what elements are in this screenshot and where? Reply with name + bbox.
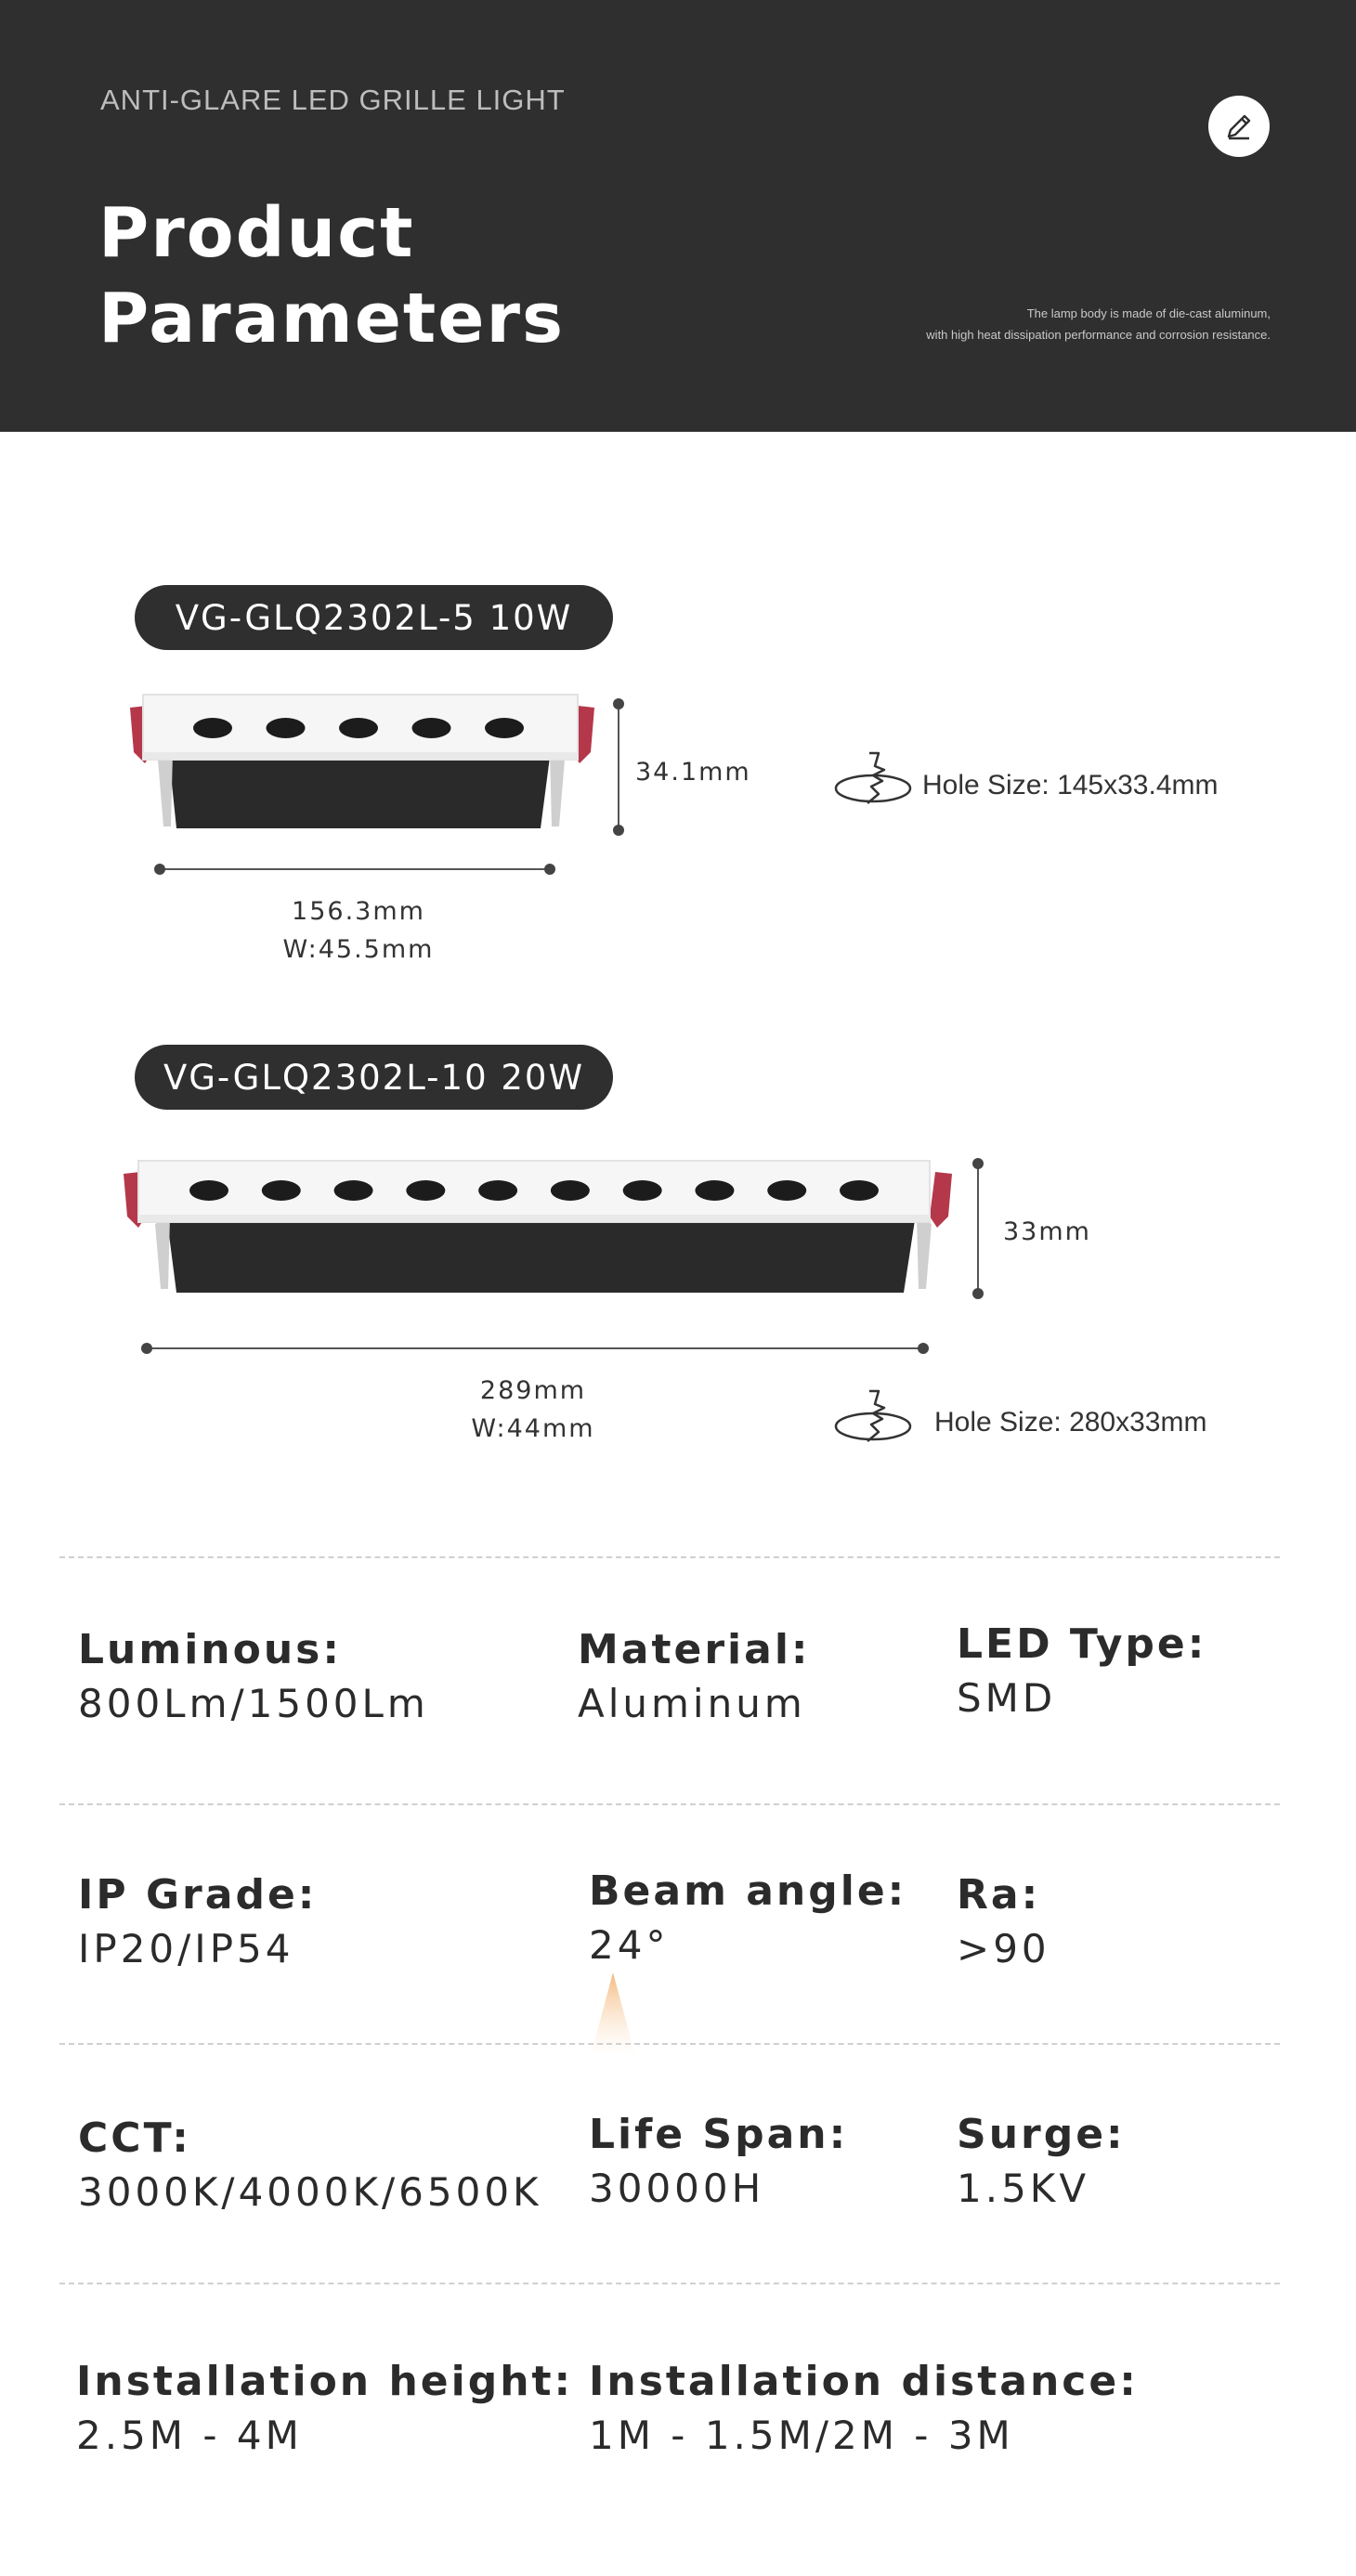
dimensions-2 <box>440 1372 626 1448</box>
title-line-1: Product <box>98 193 415 273</box>
title-line-2: Parameters <box>98 279 566 358</box>
grille-hole <box>623 1180 662 1201</box>
spec-value: IP20/IP54 <box>78 1926 294 1971</box>
spec-surge <box>957 2110 1126 2218</box>
spec-value: 1.5KV <box>957 2166 1090 2211</box>
edit-button[interactable] <box>1208 96 1270 157</box>
spec-label: Installation height: <box>76 2358 574 2405</box>
grille-hole <box>485 718 524 738</box>
divider <box>59 2043 1280 2045</box>
spec-label: Installation distance: <box>589 2358 1139 2405</box>
spec-value: SMD <box>957 1675 1057 1721</box>
spec-ra <box>957 1870 1050 1978</box>
spec-value: >90 <box>957 1926 1050 1971</box>
model-badge-2: VG-GLQ2302L-10 20W <box>135 1045 613 1110</box>
length-dimension-line-1 <box>152 860 557 878</box>
height-dimension-line-1 <box>609 698 628 836</box>
eyebrow-text: ANTI-GLARE LED GRILLE LIGHT <box>100 84 566 116</box>
spec-label: Material: <box>578 1626 811 1673</box>
hole-size-1: Hole Size: 145x33.4mm <box>922 770 1219 800</box>
spec-beam-angle <box>589 1867 906 1974</box>
spec-label: IP Grade: <box>78 1871 318 1919</box>
grille-hole <box>193 718 232 738</box>
spec-label: Ra: <box>957 1871 1041 1919</box>
grille-hole <box>767 1180 806 1201</box>
height-dimension-line-2 <box>969 1158 987 1299</box>
grille-hole <box>840 1180 879 1201</box>
hole-size-2: Hole Size: 280x33mm <box>934 1407 1207 1438</box>
spec-value: 1M - 1.5M/2M - 3M <box>589 2413 1014 2458</box>
spec-cct <box>78 2114 542 2221</box>
width-value-2: W:44mm <box>471 1414 595 1443</box>
spec-luminous <box>78 1625 429 1733</box>
grille-hole <box>339 718 378 738</box>
header-banner <box>0 0 1356 432</box>
grille-hole <box>478 1180 517 1201</box>
length-dimension-line-2 <box>139 1339 931 1358</box>
spec-value: 3000K/4000K/6500K <box>78 2169 542 2215</box>
spec-led-type <box>957 1620 1206 1727</box>
grille-light-product-10-head <box>116 1153 952 1302</box>
spec-life-span <box>589 2110 848 2218</box>
height-value-2: 33mm <box>1003 1217 1091 1246</box>
spec-installation-height <box>76 2357 573 2465</box>
spec-label: Life Span: <box>589 2111 849 2158</box>
spec-installation-distance <box>589 2357 1139 2465</box>
spec-label: Surge: <box>957 2111 1126 2158</box>
model-badge-1: VG-GLQ2302L-5 10W <box>135 585 613 650</box>
spec-value: 2.5M - 4M <box>76 2413 303 2458</box>
hole-cutout-icon <box>832 1386 916 1451</box>
spec-value: Aluminum <box>578 1681 806 1726</box>
spec-value: 800Lm/1500Lm <box>78 1681 429 1726</box>
description-line-2: with high heat dissipation performance and corrosion resistance. <box>926 328 1271 342</box>
grille-hole <box>267 718 306 738</box>
grille-hole <box>695 1180 734 1201</box>
page-title <box>98 190 565 361</box>
width-value-1: W:45.5mm <box>282 935 435 964</box>
spec-label: Beam angle: <box>589 1867 907 1915</box>
length-value-1: 156.3mm <box>292 897 425 926</box>
divider <box>59 1556 1280 1558</box>
spec-value: 24° <box>589 1922 670 1968</box>
spec-label: Luminous: <box>78 1626 342 1673</box>
spec-label: CCT: <box>78 2114 191 2162</box>
grille-hole <box>406 1180 445 1201</box>
pencil-icon <box>1223 111 1255 142</box>
description-line-1: The lamp body is made of die-cast aluminum, <box>1026 306 1271 320</box>
beam-glow-icon <box>583 1972 643 2065</box>
spec-material <box>578 1625 811 1733</box>
divider <box>59 2283 1280 2284</box>
dimensions-1 <box>266 892 451 969</box>
divider <box>59 1803 1280 1805</box>
grille-hole <box>412 718 451 738</box>
height-value-1: 34.1mm <box>635 758 751 787</box>
grille-hole <box>551 1180 590 1201</box>
spec-label: LED Type: <box>957 1620 1207 1668</box>
header-description <box>926 303 1271 345</box>
spec-ip-grade <box>78 1870 317 1978</box>
grille-hole <box>262 1180 301 1201</box>
hole-cutout-icon <box>832 748 916 813</box>
grille-light-product-5-head <box>121 687 604 836</box>
length-value-2: 289mm <box>479 1376 587 1405</box>
grille-hole <box>189 1180 228 1201</box>
grille-hole <box>334 1180 373 1201</box>
spec-value: 30000H <box>589 2166 765 2211</box>
